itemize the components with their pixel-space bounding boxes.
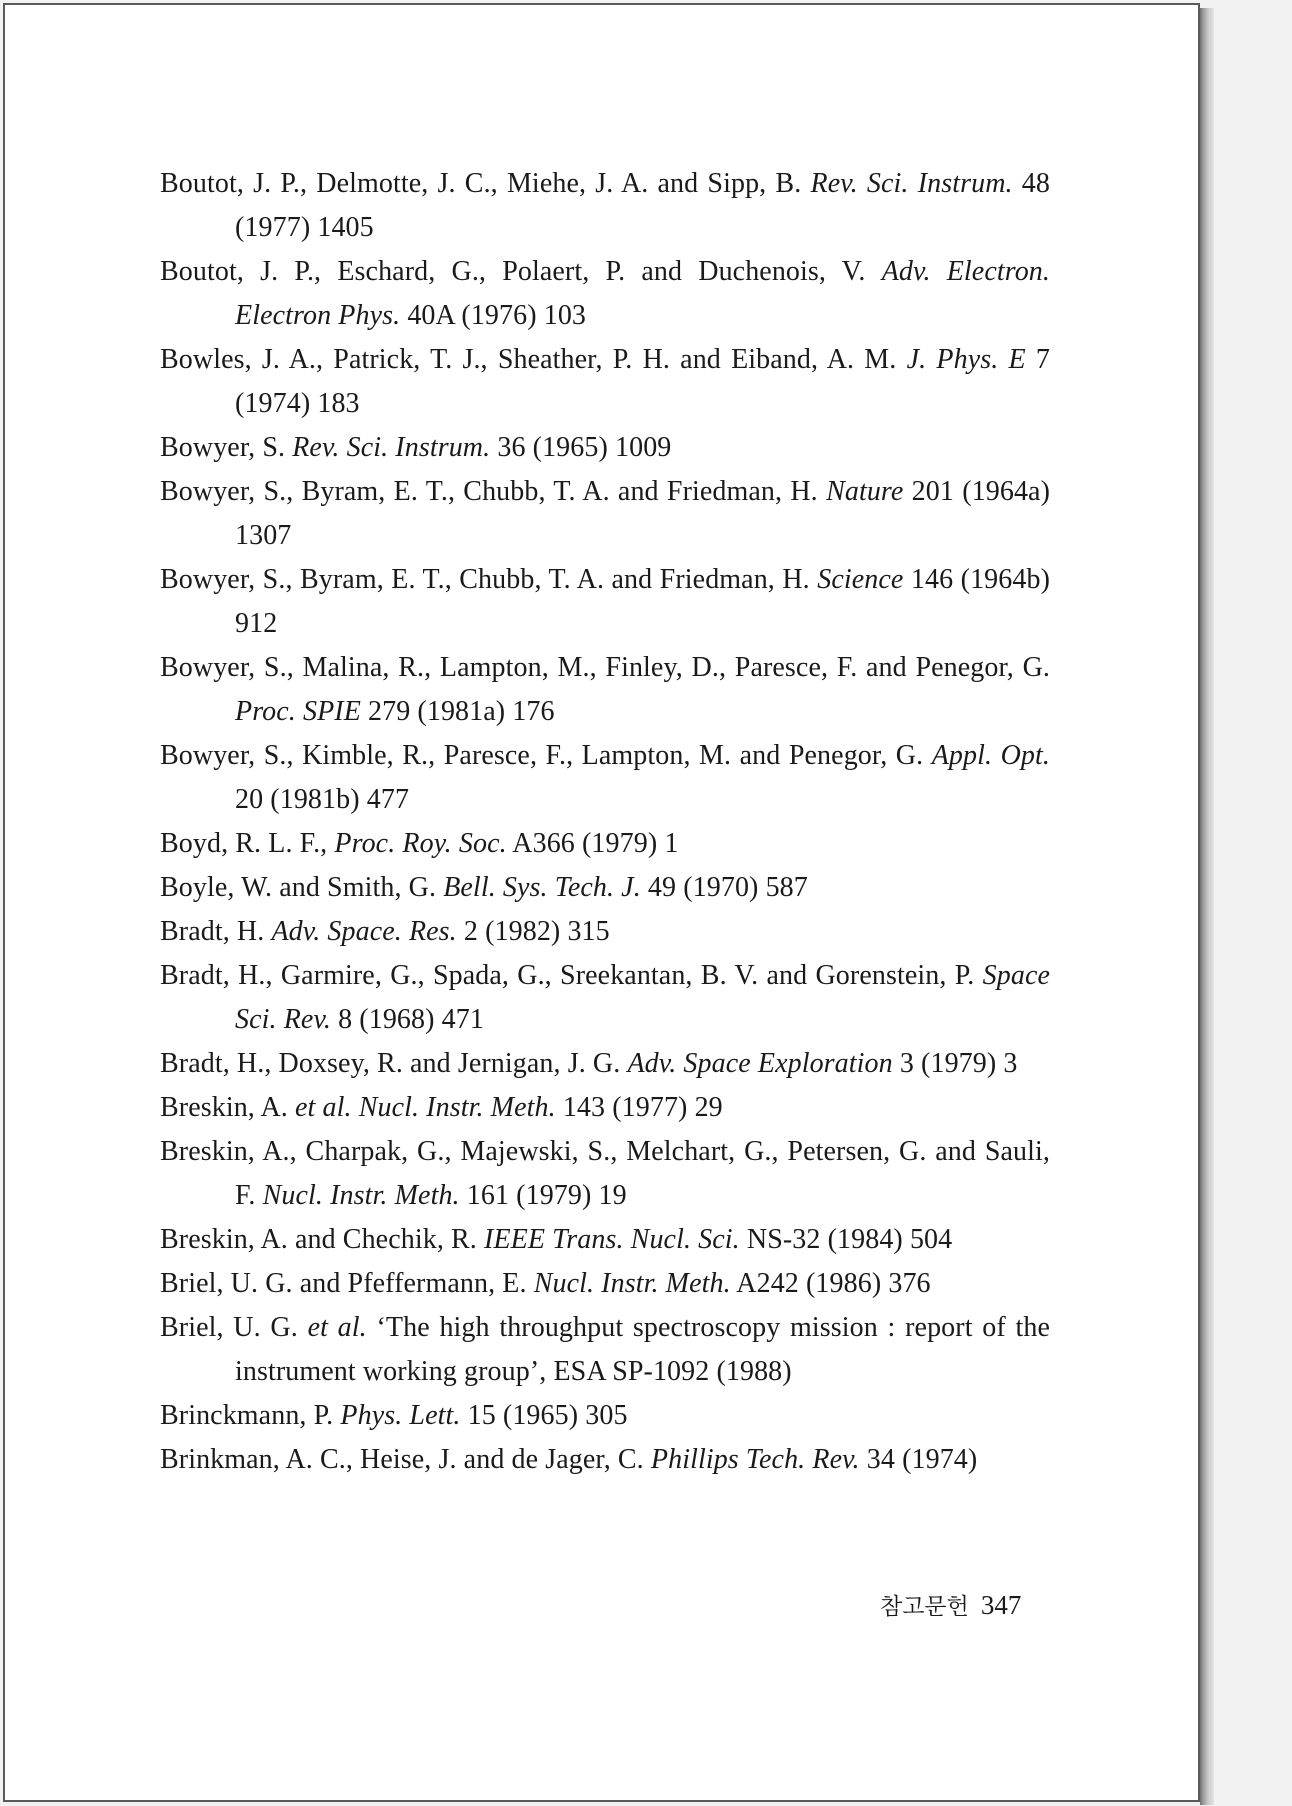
ref-authors: Boyle, W. and Smith, G. — [160, 872, 437, 903]
ref-etal: et al. — [307, 1312, 367, 1343]
reference-entry — [160, 1086, 1050, 1130]
ref-details: 2 (1982) 315 — [463, 916, 610, 947]
ref-journal: Nucl. Instr. Meth. — [533, 1268, 731, 1299]
ref-authors: Bradt, H. — [160, 916, 265, 947]
reference-entry — [160, 162, 1050, 250]
ref-authors: Briel, U. G. and Pfeffermann, E. — [160, 1268, 527, 1299]
ref-journal: Bell. Sys. Tech. J. — [443, 872, 641, 903]
ref-details: 48 (1977) 1405 — [235, 168, 1050, 243]
ref-authors: Bowyer, S. — [160, 432, 286, 463]
reference-entry — [160, 338, 1050, 426]
ref-journal: Rev. Sci. Instrum. — [292, 432, 491, 463]
ref-details: 161 (1979) 19 — [466, 1180, 627, 1211]
ref-authors: Boutot, J. P., Eschard, G., Polaert, P. and Duchenois, V. — [160, 256, 866, 287]
ref-journal: Adv. Space Exploration — [627, 1048, 893, 1079]
reference-entry — [160, 1218, 1050, 1262]
ref-journal: Nucl. Instr. Meth. — [262, 1180, 460, 1211]
ref-details: 34 (1974) — [866, 1444, 978, 1475]
ref-authors: Breskin, A. — [160, 1092, 288, 1123]
ref-journal: Nature — [826, 476, 904, 507]
ref-details: 8 (1968) 471 — [338, 1004, 484, 1035]
reference-entry — [160, 1130, 1050, 1218]
ref-authors: Breskin, A., Charpak, G., Majewski, S., Melchart, G., Petersen, G. and Sauli, F. — [160, 1136, 1050, 1211]
ref-details: 20 (1981b) 477 — [235, 784, 410, 815]
reference-entry — [160, 734, 1050, 822]
ref-details: 15 (1965) 305 — [467, 1400, 628, 1431]
reference-entry — [160, 822, 1050, 866]
reference-entry — [160, 1262, 1050, 1306]
ref-authors: Bradt, H., Doxsey, R. and Jernigan, J. G. — [160, 1048, 621, 1079]
ref-details: 49 (1970) 587 — [647, 872, 808, 903]
ref-authors: Bowyer, S., Kimble, R., Paresce, F., Lampton, M. and Penegor, G. — [160, 740, 924, 771]
reference-entry — [160, 954, 1050, 1042]
ref-journal: Adv. Electron. Electron Phys. — [235, 256, 1050, 331]
reference-entry — [160, 426, 1050, 470]
ref-etal: et al. — [295, 1092, 352, 1123]
reference-entry — [160, 910, 1050, 954]
ref-journal: Adv. Space. Res. — [271, 916, 457, 947]
reference-entry — [160, 1306, 1050, 1394]
ref-journal: Proc. Roy. Soc. — [334, 828, 507, 859]
reference-list — [160, 162, 1050, 1482]
ref-authors: Brinckmann, P. — [160, 1400, 334, 1431]
ref-authors: Brinkman, A. C., Heise, J. and de Jager, C. — [160, 1444, 644, 1475]
section-label: 참고문헌 — [880, 1594, 969, 1620]
reference-entry — [160, 1042, 1050, 1086]
reference-entry — [160, 470, 1050, 558]
ref-details: ‘The high throughput spectroscopy mission : report of the instrument working group’, ESA SP-1092 (1988) — [235, 1312, 1051, 1387]
ref-authors: Briel, U. G. — [160, 1312, 298, 1343]
ref-details: 279 (1981a) 176 — [368, 696, 555, 727]
reference-entry — [160, 250, 1050, 338]
ref-journal: Appl. Opt. — [931, 740, 1050, 771]
reference-entry — [160, 1438, 1050, 1482]
ref-details: 201 (1964a) 1307 — [235, 476, 1051, 551]
reference-entry — [160, 866, 1050, 910]
ref-authors: Bowyer, S., Byram, E. T., Chubb, T. A. and Friedman, H. — [160, 476, 818, 507]
reference-entry — [160, 646, 1050, 734]
page-edge-shadow — [1200, 8, 1214, 1805]
ref-details: 3 (1979) 3 — [899, 1048, 1018, 1079]
page-number: 347 — [980, 1590, 1022, 1620]
reference-entry — [160, 1394, 1050, 1438]
ref-journal: Space Sci. Rev. — [235, 960, 1050, 1035]
ref-journal: Phys. Lett. — [340, 1400, 461, 1431]
ref-details: 143 (1977) 29 — [562, 1092, 723, 1123]
ref-journal: IEEE Trans. Nucl. Sci. — [484, 1224, 740, 1255]
ref-details: 36 (1965) 1009 — [497, 432, 672, 463]
ref-journal: Science — [817, 564, 904, 595]
page-footer — [880, 1588, 1021, 1621]
ref-journal: Proc. SPIE — [235, 696, 361, 727]
ref-authors: Boutot, J. P., Delmotte, J. C., Miehe, J. A. and Sipp, B. — [160, 168, 802, 199]
ref-journal: Rev. Sci. Instrum. — [810, 168, 1013, 199]
ref-details: A242 (1986) 376 — [736, 1268, 931, 1299]
ref-details: 7 (1974) 183 — [235, 344, 1050, 419]
ref-authors: Bowyer, S., Malina, R., Lampton, M., Finley, D., Paresce, F. and Penegor, G. — [160, 652, 1050, 683]
ref-details: 146 (1964b) 912 — [235, 564, 1050, 639]
ref-authors: Bowyer, S., Byram, E. T., Chubb, T. A. and Friedman, H. — [160, 564, 810, 595]
ref-details: 40A (1976) 103 — [407, 300, 587, 331]
ref-journal: J. Phys. E — [906, 344, 1026, 375]
ref-authors: Bradt, H., Garmire, G., Spada, G., Sreekantan, B. V. and Gorenstein, P. — [160, 960, 975, 991]
ref-details: A366 (1979) 1 — [512, 828, 679, 859]
reference-entry — [160, 558, 1050, 646]
ref-authors: Boyd, R. L. F., — [160, 828, 328, 859]
ref-journal: Nucl. Instr. Meth. — [358, 1092, 556, 1123]
ref-details: NS-32 (1984) 504 — [746, 1224, 953, 1255]
ref-authors: Breskin, A. and Chechik, R. — [160, 1224, 477, 1255]
ref-authors: Bowles, J. A., Patrick, T. J., Sheather, P. H. and Eiband, A. M. — [160, 344, 897, 375]
ref-journal: Phillips Tech. Rev. — [650, 1444, 860, 1475]
